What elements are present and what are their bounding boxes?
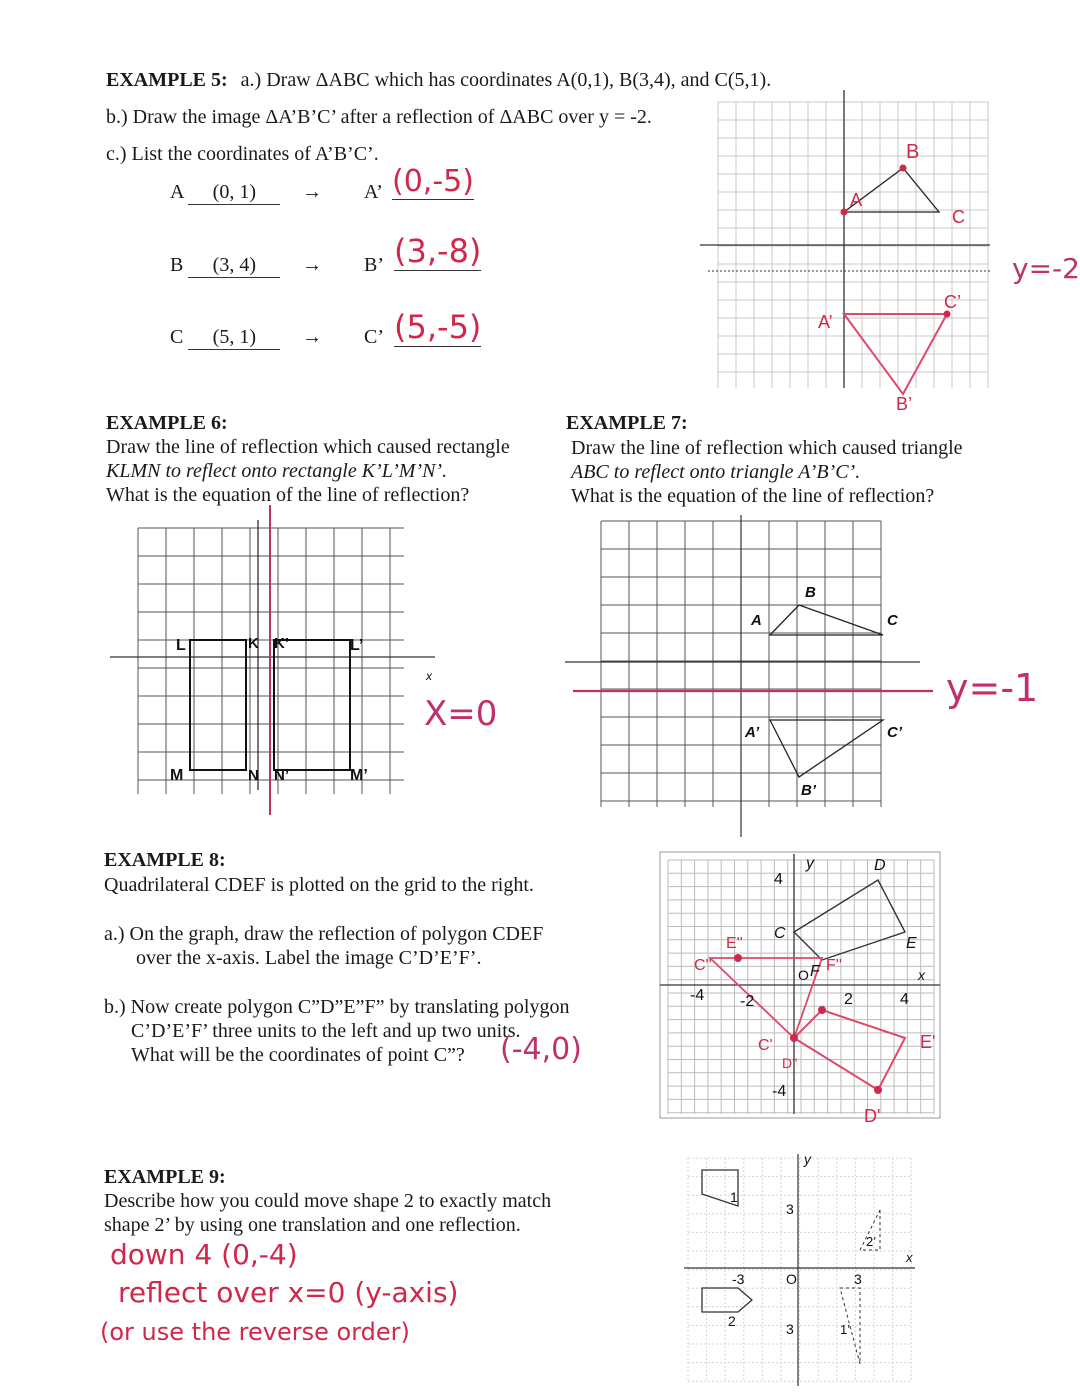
ex9-answer-line1: down 4 (0,-4): [110, 1238, 298, 1271]
ex8-label-e-pp: E'': [726, 935, 743, 952]
ex5-row-c-coord: (5, 1): [188, 325, 280, 350]
ex5-row-b-image-label: B’: [364, 254, 384, 276]
ex8-part-b3: What will be the coordinates of point C”?: [131, 1044, 465, 1066]
ex9-tick-y3: 3: [786, 1201, 794, 1217]
ex6-label-x: x: [426, 669, 432, 683]
ex5-row-a-answer: (0,-5): [392, 164, 474, 199]
ex7-line1: Draw the line of reflection which caused triangle: [571, 437, 963, 459]
ex6-line2: KLMN to reflect onto rectangle K’L’M’N’.: [106, 460, 448, 482]
ex9-answer-line3: (or use the reverse order): [100, 1318, 410, 1346]
ex9-heading: EXAMPLE 9:: [104, 1166, 226, 1188]
ex5-label-b-image: B’: [896, 394, 913, 414]
ex8-tick-top4: 4: [774, 871, 783, 888]
ex6-label-l: L: [176, 637, 186, 654]
ex8-part-a1: a.) On the graph, draw the reflection of polygon CDEF: [104, 923, 544, 945]
ex7-line2: ABC to reflect onto triangle A’B’C’.: [571, 461, 861, 483]
ex8-tick-n4: -4: [690, 987, 705, 1004]
ex6-rect-image: [274, 640, 350, 770]
ex8-graph: [660, 852, 960, 1126]
ex9-tick-p3: 3: [854, 1271, 862, 1287]
ex7-label-a-image: A’: [745, 724, 760, 741]
ex5-row-c-label: C: [170, 326, 184, 348]
ex8-point-f-image: [818, 1006, 826, 1014]
ex8-label-c-p: C': [758, 1037, 773, 1054]
ex5-row-a-arrow: →: [302, 181, 322, 203]
ex9-label-1: 1: [730, 1189, 738, 1205]
ex9-graph: [680, 1150, 925, 1390]
ex8-label-e-p: E': [920, 1032, 936, 1052]
ex6-label-n-image: N’: [274, 767, 289, 784]
ex7-graph: [565, 515, 940, 845]
ex8-label-f-pp: F'': [826, 957, 842, 974]
ex6-label-l-image: L’: [350, 637, 364, 654]
ex6-answer: X=0: [424, 694, 498, 734]
ex7-answer: y=-1: [946, 666, 1039, 710]
ex5-label-a: A: [850, 190, 863, 210]
ex5-part-b: b.) Draw the image ΔA’B’C’ after a reflection of ΔABC over y = -2.: [106, 106, 652, 128]
ex8-polygon-cdef: [794, 880, 905, 960]
ex9-tick-n3: -3: [732, 1271, 745, 1287]
ex5-label-c: C: [952, 207, 965, 227]
ex5-row-c-answer: (5,-5): [394, 308, 482, 346]
ex8-polygon-image: [794, 1010, 905, 1090]
ex9-label-2-image: 2’: [866, 1234, 877, 1249]
ex8-point-translated: [734, 954, 742, 962]
ex6-graph: [110, 500, 440, 820]
ex7-triangle-abc: [770, 605, 883, 635]
ex8-label-c-pp: C'': [694, 957, 712, 974]
ex5-label-a-image: A’: [818, 312, 833, 332]
ex8-label-d-p: D': [864, 1106, 881, 1126]
ex8-tick-p4: 4: [900, 991, 909, 1008]
ex9-label-x: x: [906, 1250, 913, 1265]
ex5-heading: EXAMPLE 5:: [106, 69, 228, 91]
ex6-rect-klmn: [190, 640, 246, 770]
ex8-label-d: D: [874, 857, 886, 874]
ex8-part-a2: over the x-axis. Label the image C’D’E’F’.: [136, 947, 482, 969]
ex5-row-a-coord: (0, 1): [188, 180, 280, 205]
ex7-label-c: C: [887, 612, 898, 629]
ex5-row-a-label: A: [170, 181, 184, 203]
ex5-row-c-arrow: →: [302, 326, 322, 348]
ex8-label-c: C: [774, 925, 786, 942]
ex5-row-c-image-label: C’: [364, 326, 384, 348]
ex8-part-b2: C’D’E’F’ three units to the left and up two units.: [131, 1020, 521, 1042]
ex5-row-b-arrow: →: [302, 254, 322, 276]
ex9-line1: Describe how you could move shape 2 to exactly match: [104, 1190, 552, 1212]
ex9-label-y: y: [804, 1151, 811, 1167]
ex8-answer: (-4,0): [500, 1032, 582, 1067]
ex7-triangle-image: [770, 720, 883, 777]
ex6-line1: Draw the line of reflection which caused rectangle: [106, 436, 510, 458]
ex9-grid-lines: [688, 1158, 912, 1382]
ex5-label-c-image: C’: [944, 292, 961, 312]
ex8-label-origin: O: [798, 967, 809, 983]
ex6-label-m: M: [170, 767, 184, 784]
ex9-label-1-image: 1’: [840, 1322, 851, 1337]
ex5-point-a: [841, 209, 848, 216]
ex8-tick-p2: 2: [844, 991, 853, 1008]
ex8-grid-lines: [668, 860, 934, 1114]
ex8-point-d-image: [874, 1086, 882, 1094]
ex8-point-c-image: [790, 1034, 798, 1042]
ex5-row-a-image-label: A’: [364, 181, 383, 203]
ex9-label-origin: O: [786, 1271, 797, 1287]
ex8-line1: Quadrilateral CDEF is plotted on the grid to the right.: [104, 874, 534, 896]
ex9-label-2: 2: [728, 1313, 736, 1329]
ex5-label-b: B: [906, 141, 920, 163]
ex5-line-a: [106, 68, 771, 92]
ex9-answer-line2: reflect over x=0 (y-axis): [118, 1276, 459, 1309]
ex5-part-a: a.) Draw ΔABC which has coordinates A(0,1), B(3,4), and C(5,1).: [240, 69, 772, 91]
ex6-label-m-image: M’: [350, 767, 368, 784]
ex5-point-b: [900, 165, 907, 172]
ex8-tick-n2: -2: [740, 993, 755, 1010]
ex5-row-c: [170, 325, 280, 350]
ex8-heading: EXAMPLE 8:: [104, 849, 226, 871]
ex5-row-b-answer: (3,-8): [394, 232, 482, 270]
ex6-label-k-image: K’: [274, 635, 289, 652]
ex8-label-x: x: [918, 967, 925, 983]
ex5-line-note: y=-2: [1012, 252, 1080, 285]
ex9-line2: shape 2’ by using one translation and one reflection.: [104, 1214, 521, 1236]
ex5-graph: [700, 88, 1000, 414]
ex5-part-c: c.) List the coordinates of A’B’C’.: [106, 143, 379, 165]
ex7-label-c-image: C’: [887, 724, 902, 741]
ex8-label-y: y: [806, 855, 814, 872]
ex8-tick-bot4: -4: [772, 1083, 787, 1100]
ex6-label-n: N: [248, 767, 259, 784]
ex8-label-e: E: [906, 935, 917, 952]
ex6-line3: What is the equation of the line of reflection?: [106, 484, 470, 506]
ex8-label-f: F: [810, 963, 820, 980]
ex6-heading: EXAMPLE 6:: [106, 412, 228, 434]
ex5-row-b-label: B: [170, 254, 184, 276]
ex6-label-k: K: [248, 635, 259, 652]
ex7-label-b-image: B’: [801, 782, 816, 799]
ex5-row-a: [170, 180, 280, 205]
ex9-shape-2: [702, 1288, 752, 1312]
ex7-line3: What is the equation of the line of reflection?: [571, 485, 935, 507]
ex8-part-b1: b.) Now create polygon C”D”E”F” by translating polygon: [104, 996, 570, 1018]
ex7-label-a: A: [751, 612, 762, 629]
ex8-label-d-pp: D'': [782, 1055, 798, 1071]
ex7-heading: EXAMPLE 7:: [566, 412, 688, 434]
ex9-tick-yn3: 3: [786, 1321, 794, 1337]
ex7-label-b: B: [805, 584, 816, 601]
ex5-row-b: [170, 253, 280, 278]
ex5-row-b-coord: (3, 4): [188, 253, 280, 278]
